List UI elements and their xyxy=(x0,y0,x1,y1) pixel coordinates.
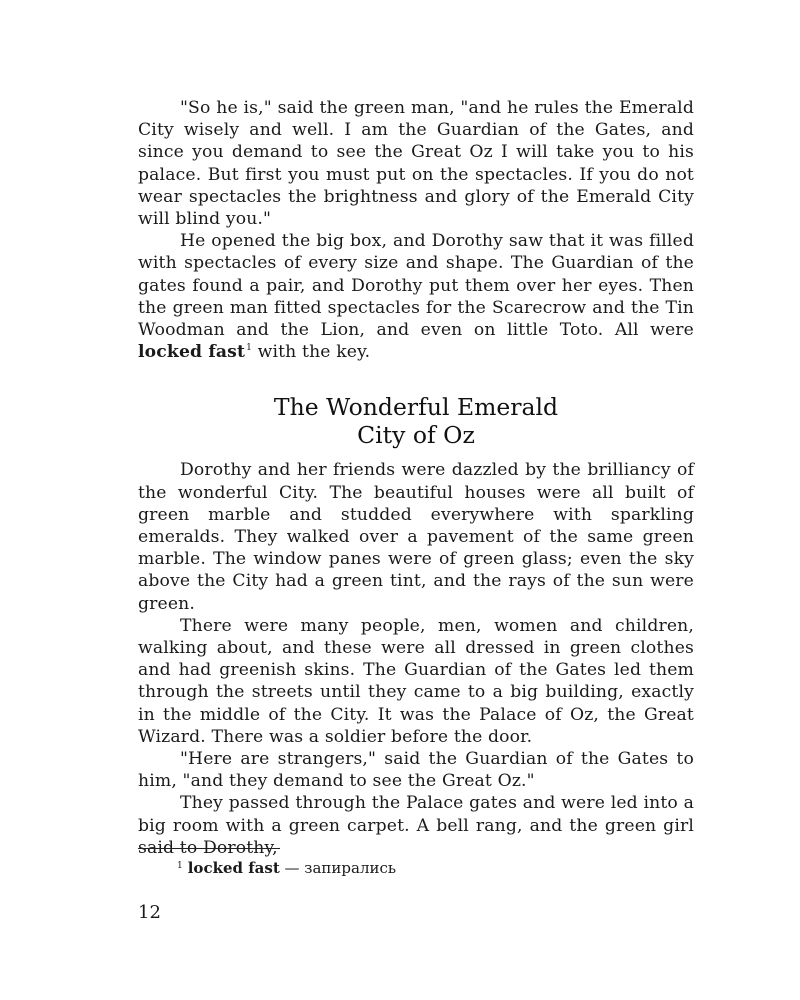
paragraph-green-man: "So he is," said the green man, "and he rules the Emerald City wisely and well. I am the Guardian of the Gates, and since you demand to see the Great Oz I will take you to his palace. But first you must put on the spectacles. If you do not wear spectacles the brightness and glory of the Emerald City will blind you." xyxy=(138,98,694,230)
footnote-translation: — запирались xyxy=(279,859,397,877)
paragraph-people: There were many people, men, women and children, walking about, and these were all dressed in green clothes and had greenish skins. The Guardian of the Gates led them through the streets until they came to a big building, exactly in the middle of the City. It was the Palace of Oz, the Great Wizard. There was a soldier before the door. xyxy=(138,615,694,747)
page-number: 12 xyxy=(138,902,161,923)
footnote-divider xyxy=(138,848,280,849)
footnote-term: locked fast xyxy=(187,859,280,877)
chapter-title xyxy=(138,393,694,449)
paragraph-spectacles-text: He opened the big box, and Dorothy saw that it was filled with spectacles of every size and shape. The Guardian of the gates found a pair, and Dorothy put them over her eyes. Then the green man fitted spectacles for the Scarecrow and the Tin Woodman and the Lion, and even on little Toto. All were xyxy=(138,231,694,341)
chapter-title-line-1: The Wonderful Emerald xyxy=(273,393,559,422)
paragraph-strangers: "Here are strangers," said the Guardian of the Gates to him, "and they demand to see the Great Oz." xyxy=(138,749,694,792)
book-page xyxy=(138,97,694,859)
paragraph-dazzled: Dorothy and her friends were dazzled by the brilliancy of the wonderful City. The beautiful houses were all built of green marble and studded everywhere with sparkling emeralds. They walked over a pavement of the same green marble. The window panes were of green glass; even the sky above the City had a green tint, and the rays of the sun were green. xyxy=(138,460,694,614)
footnote-number: 1 xyxy=(177,861,183,871)
paragraph-palace-gates: They passed through the Palace gates and were led into a big room with a green carpet. A bell rang, and the green girl said to Dorothy, xyxy=(138,793,694,858)
glossary-term: locked fast xyxy=(138,342,246,363)
footnote xyxy=(176,858,396,878)
chapter-title-line-2: City of Oz xyxy=(357,421,475,450)
paragraph-spectacles xyxy=(138,230,694,363)
paragraph-spectacles-end: with the key. xyxy=(252,342,371,363)
footnote-reference: 1 xyxy=(246,343,252,354)
